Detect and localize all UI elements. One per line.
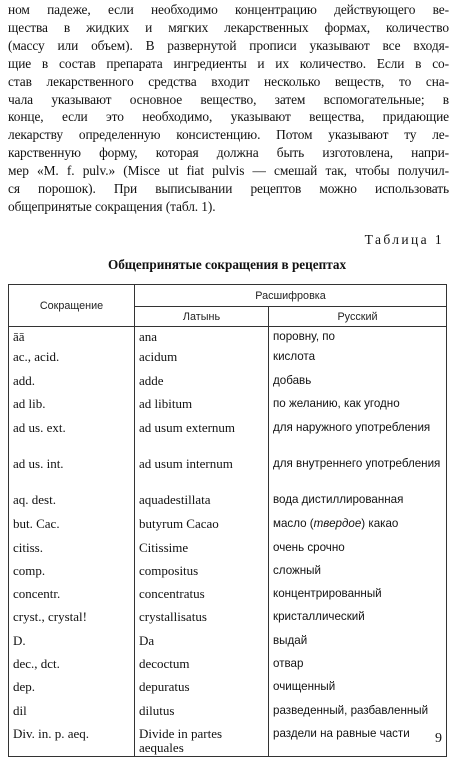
cell-abbreviation: ad us. ext. (9, 418, 135, 454)
cell-abbreviation: ac., acid. (9, 347, 135, 371)
cell-latin: ad usum externum (135, 418, 269, 454)
table-row (9, 490, 447, 514)
cell-latin: ad usum internum (135, 454, 269, 490)
table-row (9, 538, 447, 561)
paragraph-line: щие в состав препарата ингредиенты и их количество. Если в со- (8, 55, 449, 71)
table-row (9, 631, 447, 654)
paragraph-line: став лекарственного средства входит несколько веществ, то сна- (8, 73, 449, 89)
table-row (9, 327, 447, 347)
paragraph-line: щества в жидких и мягких лекарственных формах, количество (8, 19, 449, 35)
table-title: Общепринятые сокращения в рецептах (107, 257, 347, 272)
cell-russian: сложный (269, 561, 447, 584)
cell-russian: выдай (269, 631, 447, 654)
cell-russian: вода дистиллированная (269, 490, 447, 514)
table-row (9, 677, 447, 701)
paragraph-line: чала указывают основное вещество, затем вспомогательные; в (8, 91, 449, 107)
table-row (9, 418, 447, 454)
table-row (9, 514, 447, 538)
cell-latin: depuratus (135, 677, 269, 701)
paragraph-line: ся порошок). При выписывании рецептов можно использовать (8, 181, 449, 197)
cell-abbreviation: D. (9, 631, 135, 654)
table-row (9, 561, 447, 584)
table-row (9, 371, 447, 394)
cell-latin: crystallisatus (135, 607, 269, 631)
table-row (9, 701, 447, 724)
cell-russian: по желанию, как угодно (269, 394, 447, 418)
cell-abbreviation: ad us. int. (9, 454, 135, 490)
cell-russian: для наружного употребления (269, 418, 447, 454)
table-row (9, 394, 447, 418)
cell-russian-part: ) какао (361, 516, 399, 530)
table-row (9, 724, 447, 757)
cell-russian: отвар (269, 654, 447, 677)
cell-abbreviation: citiss. (9, 538, 135, 561)
table-row (9, 347, 447, 371)
cell-abbreviation: dil (9, 701, 135, 724)
cell-russian: кислота (269, 347, 447, 371)
cell-latin: dilutus (135, 701, 269, 724)
cell-abbreviation: comp. (9, 561, 135, 584)
table-row (9, 584, 447, 607)
cell-abbreviation: dec., dct. (9, 654, 135, 677)
cell-russian (269, 514, 447, 538)
cell-latin: Citissime (135, 538, 269, 561)
cell-latin: adde (135, 371, 269, 394)
cell-latin: decoctum (135, 654, 269, 677)
table-body (9, 327, 447, 757)
paragraph-line: (массу или объем). В развернутой прописи указывают все входя- (8, 37, 449, 53)
cell-russian: для внутреннего употребления (269, 454, 447, 490)
cell-abbreviation: ad lib. (9, 394, 135, 418)
cell-latin: aquadestillata (135, 490, 269, 514)
cell-latin: Da (135, 631, 269, 654)
cell-latin: compositus (135, 561, 269, 584)
cell-russian: поровну, по (269, 327, 447, 347)
cell-latin: concentratus (135, 584, 269, 607)
cell-russian: очищенный (269, 677, 447, 701)
page-number: 9 (435, 731, 442, 746)
cell-abbreviation: dep. (9, 677, 135, 701)
table-row (9, 607, 447, 631)
abbreviations-table (8, 284, 447, 757)
cell-latin: ad libitum (135, 394, 269, 418)
cell-latin: acidum (135, 347, 269, 371)
cell-russian-italic: твердое (313, 516, 362, 530)
cell-abbreviation: concentr. (9, 584, 135, 607)
cell-russian: добавь (269, 371, 447, 394)
cell-russian: кристаллический (269, 607, 447, 631)
paragraph-line: ном падеже, если необходимо концентрацию действующего ве- (8, 2, 449, 17)
header-abbreviation: Сокращение (9, 285, 135, 327)
header-decoding: Расшифровка (135, 285, 447, 307)
cell-latin: ana (135, 327, 269, 347)
cell-abbreviation: Div. in. p. aeq. (9, 724, 135, 757)
paragraph-line: конце, если это необходимо, указывают вещества, придающие (8, 109, 449, 125)
header-latin: Латынь (135, 307, 269, 327)
cell-latin: Divide in partes aequales (135, 724, 269, 757)
cell-latin: butyrum Cacao (135, 514, 269, 538)
paragraph-line: карственную форму, которая должна быть изготовлена, напри- (8, 145, 449, 161)
table-number: Таблица 1 (364, 232, 444, 247)
cell-russian: разведенный, разбавленный (269, 701, 447, 724)
paragraph-line: общепринятые сокращения (табл. 1). (8, 198, 216, 214)
paragraph-line: лекарству определенную консистенцию. Потом указывают ту ле- (8, 127, 449, 143)
cell-russian: раздели на равные части (269, 724, 447, 757)
cell-russian: концентрированный (269, 584, 447, 607)
header-russian: Русский (269, 307, 447, 327)
cell-abbreviation: but. Cac. (9, 514, 135, 538)
table-row (9, 654, 447, 677)
table-row (9, 454, 447, 490)
cell-russian: очень срочно (269, 538, 447, 561)
cell-abbreviation: add. (9, 371, 135, 394)
cell-russian-part: масло ( (273, 516, 314, 530)
body-paragraph (8, 1, 449, 216)
paragraph-line: мер «M. f. pulv.» (Misce ut fiat pulvis — смешай так, чтобы получил- (8, 163, 449, 179)
cell-abbreviation: cryst., crystal! (9, 607, 135, 631)
cell-abbreviation: aq. dest. (9, 490, 135, 514)
cell-abbreviation: āā (9, 327, 135, 347)
